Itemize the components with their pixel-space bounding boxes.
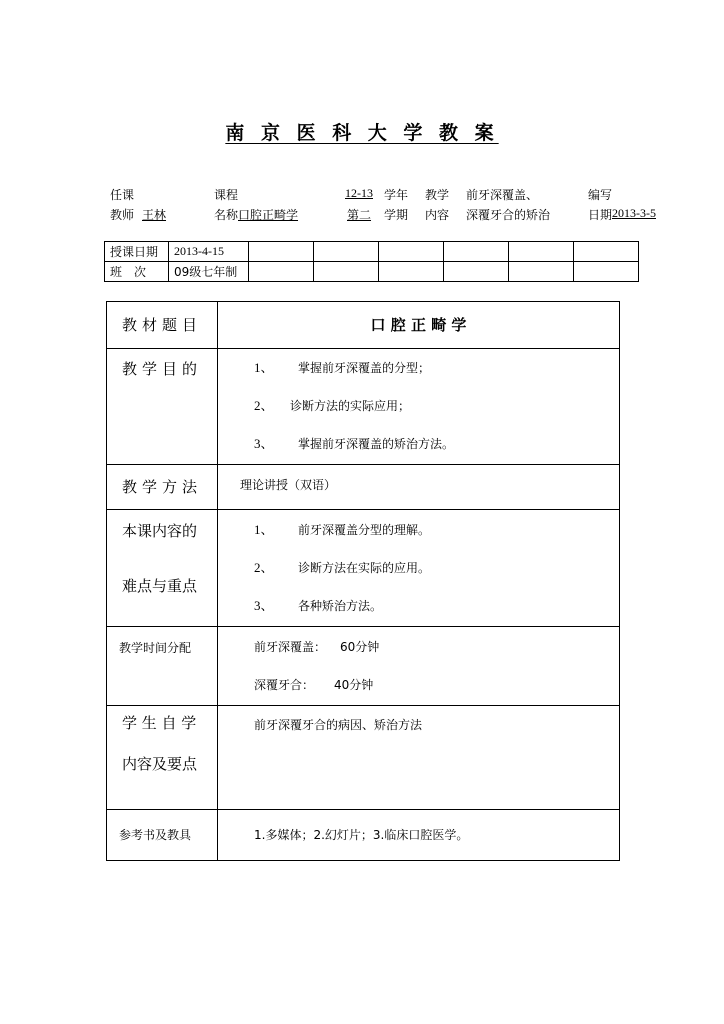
schedule-class-value: 09级七年制 <box>169 262 249 282</box>
schedule-empty-cell <box>314 262 379 282</box>
time-allocation <box>218 627 620 706</box>
teacher-label-2: 教师 <box>110 208 135 222</box>
schedule-empty-cell <box>509 242 574 262</box>
item-number: 1、 <box>254 522 274 537</box>
table-row <box>105 242 639 262</box>
table-row <box>107 706 620 810</box>
lesson-plan-table <box>106 301 620 861</box>
key-points-list <box>218 510 620 627</box>
course-label-1: 课程 <box>214 188 239 202</box>
objectives-label: 教学目的 <box>107 349 218 465</box>
schedule-date-label: 授课日期 <box>105 242 169 262</box>
table-row <box>105 262 639 282</box>
content-line-1: 前牙深覆盖、 <box>466 188 539 202</box>
schedule-class-label: 班 次 <box>105 262 169 282</box>
page-title: 南 京 医 科 大 学 教 案 <box>225 122 499 144</box>
list-item <box>254 666 618 704</box>
key-label-line-1: 本课内容的 <box>122 522 198 540</box>
school-year-suffix: 学年 <box>384 188 409 202</box>
list-item <box>254 587 618 625</box>
table-row <box>107 349 620 465</box>
subject-value: 口 腔 正 畸 学 <box>218 302 620 349</box>
schedule-empty-cell <box>249 262 314 282</box>
self-study-label-line-1: 学 生 自 学 <box>122 714 197 732</box>
schedule-table <box>104 241 639 282</box>
schedule-empty-cell <box>379 262 444 282</box>
course-label-2: 名称 <box>214 208 239 222</box>
content-label-1: 教学 <box>425 188 450 202</box>
schedule-empty-cell <box>509 262 574 282</box>
schedule-empty-cell <box>314 242 379 262</box>
date-label-1: 编写 <box>588 188 613 202</box>
time-label: 教学时间分配 <box>107 627 218 706</box>
schedule-empty-cell <box>379 242 444 262</box>
school-year: 12-13 <box>345 186 373 200</box>
key-label-line-2: 难点与重点 <box>122 577 198 595</box>
table-row <box>107 810 620 861</box>
list-item <box>254 628 618 666</box>
method-value: 理论讲授（双语） <box>218 465 620 510</box>
teacher-name: 王林 <box>142 208 167 222</box>
content-label-2: 内容 <box>425 208 450 222</box>
self-study-label <box>107 706 218 810</box>
semester-suffix: 学期 <box>384 208 409 222</box>
list-item <box>254 511 618 549</box>
list-item <box>254 549 618 587</box>
reference-label: 参考书及教具 <box>107 810 218 861</box>
time-minutes: 40分钟 <box>334 678 374 692</box>
item-number: 2、 <box>254 560 274 575</box>
item-number: 2、 <box>254 398 274 413</box>
schedule-empty-cell <box>249 242 314 262</box>
date-label-2: 日期 <box>588 208 613 222</box>
table-row <box>107 627 620 706</box>
item-text: 诊断方法的实际应用； <box>290 399 411 413</box>
compile-date: 2013-3-5 <box>612 206 656 220</box>
item-number: 1、 <box>254 360 274 375</box>
objectives-list <box>218 349 620 465</box>
time-topic: 深覆牙合： <box>254 678 315 692</box>
list-item <box>254 425 618 463</box>
item-text: 各种矫治方法。 <box>298 599 383 613</box>
course-name: 口腔正畸学 <box>238 208 299 222</box>
self-study-value: 前牙深覆牙合的病因、矫治方法 <box>218 706 620 810</box>
self-study-label-line-2: 内容及要点 <box>122 755 198 773</box>
table-row <box>107 510 620 627</box>
list-item <box>254 387 618 425</box>
list-item <box>254 349 618 387</box>
semester: 第二 <box>347 208 372 222</box>
schedule-empty-cell <box>444 262 509 282</box>
item-number: 3、 <box>254 598 274 613</box>
table-row <box>107 302 620 349</box>
schedule-empty-cell <box>574 242 639 262</box>
key-points-label <box>107 510 218 627</box>
schedule-empty-cell <box>444 242 509 262</box>
table-row <box>107 465 620 510</box>
time-minutes: 60分钟 <box>340 640 380 654</box>
item-text: 诊断方法在实际的应用。 <box>298 561 431 575</box>
item-text: 掌握前牙深覆盖的分型； <box>298 361 431 375</box>
item-text: 前牙深覆盖分型的理解。 <box>298 523 431 537</box>
item-text: 掌握前牙深覆盖的矫治方法。 <box>298 437 455 451</box>
content-line-2: 深覆牙合的矫治 <box>466 208 551 222</box>
reference-value: 1.多媒体；2.幻灯片；3.临床口腔医学。 <box>218 810 620 861</box>
schedule-date-value: 2013-4-15 <box>169 242 249 262</box>
subject-label: 教材题目 <box>107 302 218 349</box>
time-topic: 前牙深覆盖： <box>254 640 327 654</box>
item-number: 3、 <box>254 436 274 451</box>
teacher-label-1: 任课 <box>110 188 135 202</box>
schedule-empty-cell <box>574 262 639 282</box>
method-label: 教学方法 <box>107 465 218 510</box>
